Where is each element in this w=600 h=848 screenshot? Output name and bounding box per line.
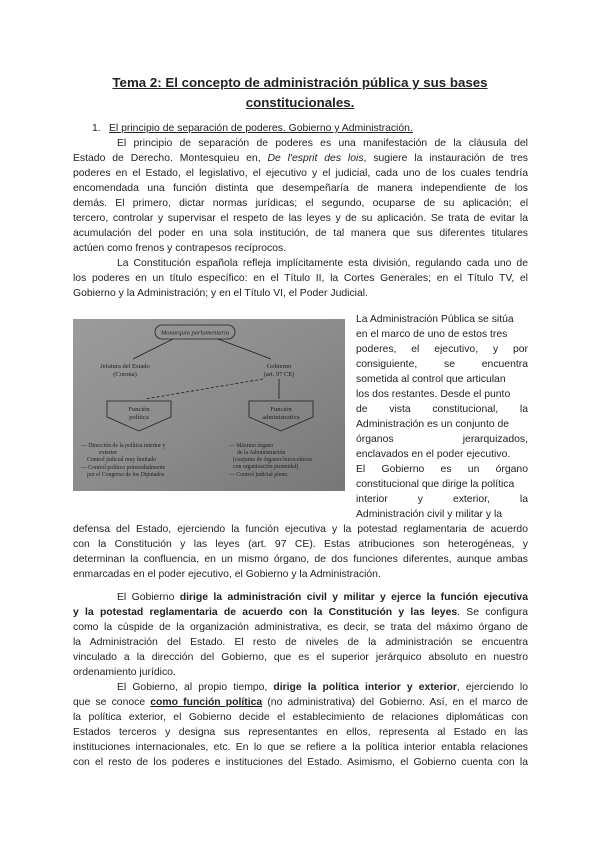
p3-right-13: interior y exterior, la (356, 494, 528, 505)
left-node-line1: Jefatura del Estado (100, 363, 150, 370)
right-list-3: (conjunto de órganos burocráticos (233, 457, 312, 463)
p5-line-4: Estados terceros y designa sus representantes en ellos, representa al Estado en las (73, 727, 528, 738)
p4-line-1: El Gobierno dirige la administración civil y militar y ejerce la función ejecutiva (117, 592, 528, 603)
p3-right-2: en el marco de uno de estos tres (356, 329, 508, 340)
p1-line-4: encomendada una función distinta que desempeñaría de manera independiente de los (73, 183, 528, 194)
p2-line-1: La Constitución española refleja implícitamente esta división, regulando cada uno de (117, 258, 528, 269)
p3-right-3: poderes, el ejecutivo, y por (356, 344, 528, 355)
constitutional-diagram-photo (73, 319, 345, 491)
title-line-2: constitucionales. (245, 95, 355, 110)
p2-line-2: los poderes en un título específico: en el Título II, la Cortes Generales; en el Título TV, el (73, 273, 528, 284)
title-line-1: Tema 2: El concepto de administración pública y sus bases (112, 75, 488, 90)
p4-line-2: y la potestad reglamentaria de acuerdo con la Constitución y las leyes. Se configura (73, 607, 528, 618)
p4-line-5: vinculado a la dirección del Gobierno, que es el superior jerárquico absoluto en nuestro (73, 652, 528, 663)
p3-right-11: El Gobierno es un órgano (356, 464, 528, 475)
p5-line-2: que se conoce como función política (no administrativa) del Gobierno. Así, en el marco de (73, 697, 529, 708)
diagram-svg (73, 319, 345, 491)
p1-line-5: demás. El primero, dictar normas jurídicas; el segundo, ocuparse de su aplicación; el (73, 198, 528, 209)
p3-line-4: enmarcadas en el poder ejecutivo, el Gobierno y la Administración. (73, 569, 381, 580)
left-list-3: Control judicial muy limitado (87, 457, 157, 463)
left-list-4: — Control político primordialmente (81, 465, 166, 471)
p3-right-14: Administración civil y militar y la (356, 509, 503, 520)
right-list-1: — Máximo órgano (229, 443, 274, 449)
p4-line-4: la Administración del Estado. El resto de niveles de la administración se encuentra (73, 637, 528, 648)
right-list-2: de la Administración (237, 450, 286, 456)
p5-line-3: la política exterior, el Gobierno decide el establecimiento de relaciones diplomáticas con (73, 712, 528, 723)
p3-right-10: enclavados en el poder ejecutivo. (356, 449, 511, 460)
p3-line-2: con la Constitución y las leyes (art. 97 CE). Estas atribuciones son heterogéneas, y (73, 539, 528, 550)
section-heading (92, 121, 413, 136)
administrativa-line2: administrativa (262, 414, 300, 421)
p3-right-4: consiguiente, se encuentra (356, 359, 528, 370)
p3-right-1: La Administración Pública se sitúa (356, 314, 514, 325)
p1-line-1: El principio de separación de poderes es una manifestación de la cláusula del (117, 138, 528, 149)
p3-right-8: Administración es un conjunto de (356, 419, 510, 430)
top-node-label: Monarquía parlamentaria (160, 329, 230, 337)
right-node-line2: (art. 97 CE) (263, 371, 295, 378)
p3-right-12: constitucional que dirige la política (356, 479, 515, 490)
p5-line-5: instituciones internacionales, etc. En lo que se refiere a la política interior entabla relaciones (73, 742, 528, 753)
politica-line2: política (129, 414, 149, 421)
politica-line1: Función (128, 406, 150, 413)
left-node-line2: (Corona) (113, 371, 137, 378)
section-number: 1. (92, 123, 101, 134)
left-list-5: por el Congreso de los Diputados (87, 472, 165, 478)
p1-line-2: Estado de Derecho. Montesquieu en, De l'esprit des lois, sugiere la instauración de tres (73, 153, 528, 164)
p5-line-6: con el resto de los poderes e instituciones del Estado. Asimismo, el Gobierno cuenta con la (73, 757, 528, 768)
p4-line-3: como la cúspide de la organización administrativa, es decir, se trata del máximo órgano de (73, 622, 528, 633)
p1-line-8: actúen como frenos y contrapesos recíprocos. (73, 243, 287, 254)
p3-right-7: de vista constitucional, la (356, 404, 528, 415)
section-heading-text: El principio de separación de poderes. Gobierno y Administración. (109, 123, 413, 134)
left-list-1: — Dirección de la política interior y (81, 443, 166, 449)
right-list-4: con organización piramidal) (233, 464, 299, 470)
page-title (60, 73, 540, 113)
p3-right-6: los dos restantes. Desde el punto (356, 389, 511, 400)
left-list-2: exterior (99, 450, 118, 456)
p3-right-9: órganos jerarquizados, (356, 434, 528, 445)
right-list-5: — Control judicial pleno. (229, 472, 289, 478)
p3-right-5: sometida al control que articulan (356, 374, 506, 385)
p1-line-3: poderes en el Estado, el legislativo, el ejecutivo y el judicial, cada uno de los cuales tendría (73, 168, 528, 179)
right-node-line1: Gobierno (266, 363, 292, 370)
p3-line-3: determinan la confluencia, en un mismo órgano, de dos funciones diferentes, aunque ambas (73, 554, 528, 565)
p1-line-7: acumulación del poder en una sola institución, de tal manera que sus diferentes titulares (73, 228, 528, 239)
p3-line-1: defensa del Estado, ejerciendo la función ejecutiva y la potestad reglamentaria de acuerdo (73, 524, 528, 535)
p5-line-1: El Gobierno, al propio tiempo, dirige la política interior y exterior, ejerciendo lo (117, 682, 528, 693)
p2-line-3: Gobierno y la Administración; y en el Título VI, el Poder Judicial. (73, 288, 368, 299)
p4-line-6: ordenamiento jurídico. (73, 667, 176, 678)
administrativa-line1: Función (270, 406, 292, 413)
p1-line-6: tercero, controlar y supervisar el respeto de las leyes y de su aplicación. Se trata de evitar la (73, 213, 528, 224)
